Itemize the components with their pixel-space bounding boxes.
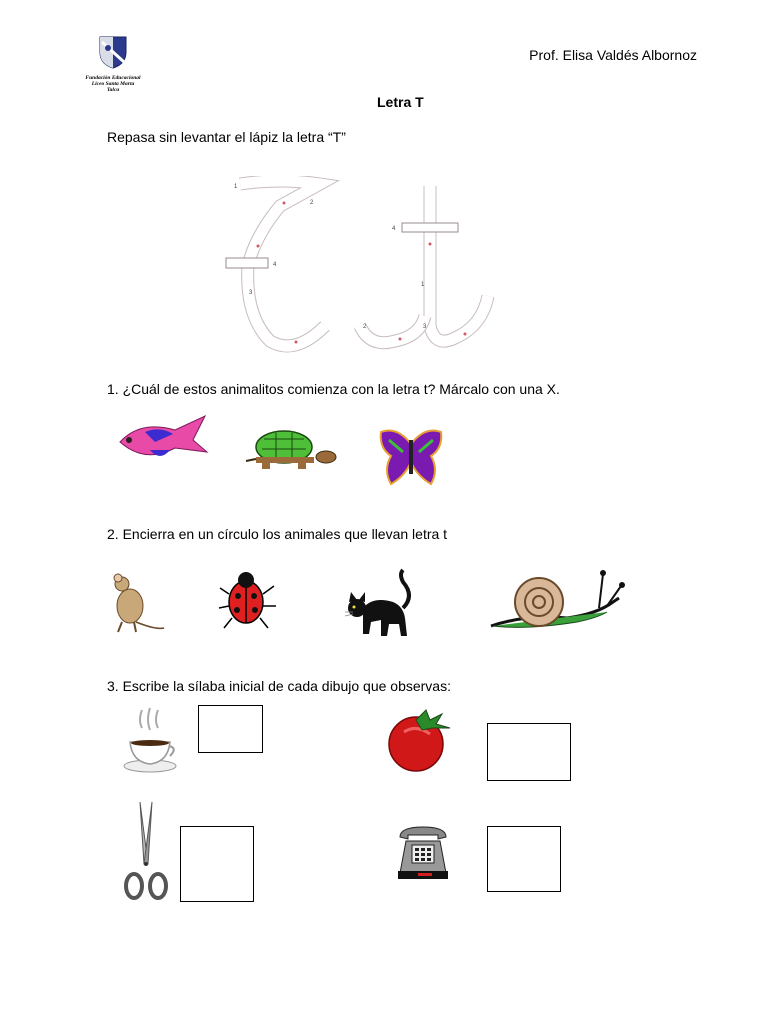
answer-box-scissors[interactable] <box>180 826 254 902</box>
cat-image[interactable] <box>343 568 419 640</box>
school-logo <box>68 34 158 94</box>
answer-box-coffee[interactable] <box>198 705 263 753</box>
answer-box-telephone[interactable] <box>487 826 561 892</box>
snail-image[interactable] <box>487 568 625 632</box>
lowercase-t-trace <box>360 186 488 343</box>
letter-tracing <box>220 176 500 358</box>
question-3: 3. Escribe la sílaba inicial de cada dibujo que observas: <box>107 678 451 694</box>
upper-num-1: 1 <box>234 184 238 190</box>
trace-instruction: Repasa sin levantar el lápiz la letra “T” <box>107 129 346 145</box>
lower-num-4: 4 <box>392 226 396 232</box>
question-1: 1. ¿Cuál de estos animalitos comienza con la letra t? Márcalo con una X. <box>107 381 560 397</box>
scissors-image[interactable] <box>122 798 170 904</box>
page-title: Letra T <box>377 94 424 110</box>
logo-line-1: Fundación Educacional <box>85 75 141 81</box>
answer-box-tomato[interactable] <box>487 723 571 781</box>
question-2: 2. Encierra en un círculo los animales que llevan letra t <box>107 526 448 542</box>
logo-line-2: Liceo Santa Marta <box>91 81 135 87</box>
lower-num-1: 1 <box>421 282 425 288</box>
tomato-image[interactable] <box>386 706 454 772</box>
upper-num-3: 3 <box>249 290 253 296</box>
upper-num-4: 4 <box>273 262 277 268</box>
coffee-cup-image[interactable] <box>122 706 178 774</box>
fish-image[interactable] <box>115 412 209 470</box>
ladybug-image[interactable] <box>216 566 280 632</box>
shield-icon <box>68 34 158 70</box>
lower-num-3: 3 <box>423 324 427 330</box>
butterfly-image[interactable] <box>377 426 445 488</box>
mouse-image[interactable] <box>106 572 166 636</box>
turtle-image[interactable] <box>242 427 338 473</box>
telephone-image[interactable] <box>396 823 450 881</box>
lower-num-2: 2 <box>363 324 367 330</box>
teacher-name: Prof. Elisa Valdés Albornoz <box>529 47 697 63</box>
logo-line-3: Talca <box>106 87 120 93</box>
upper-num-2: 2 <box>310 200 314 206</box>
